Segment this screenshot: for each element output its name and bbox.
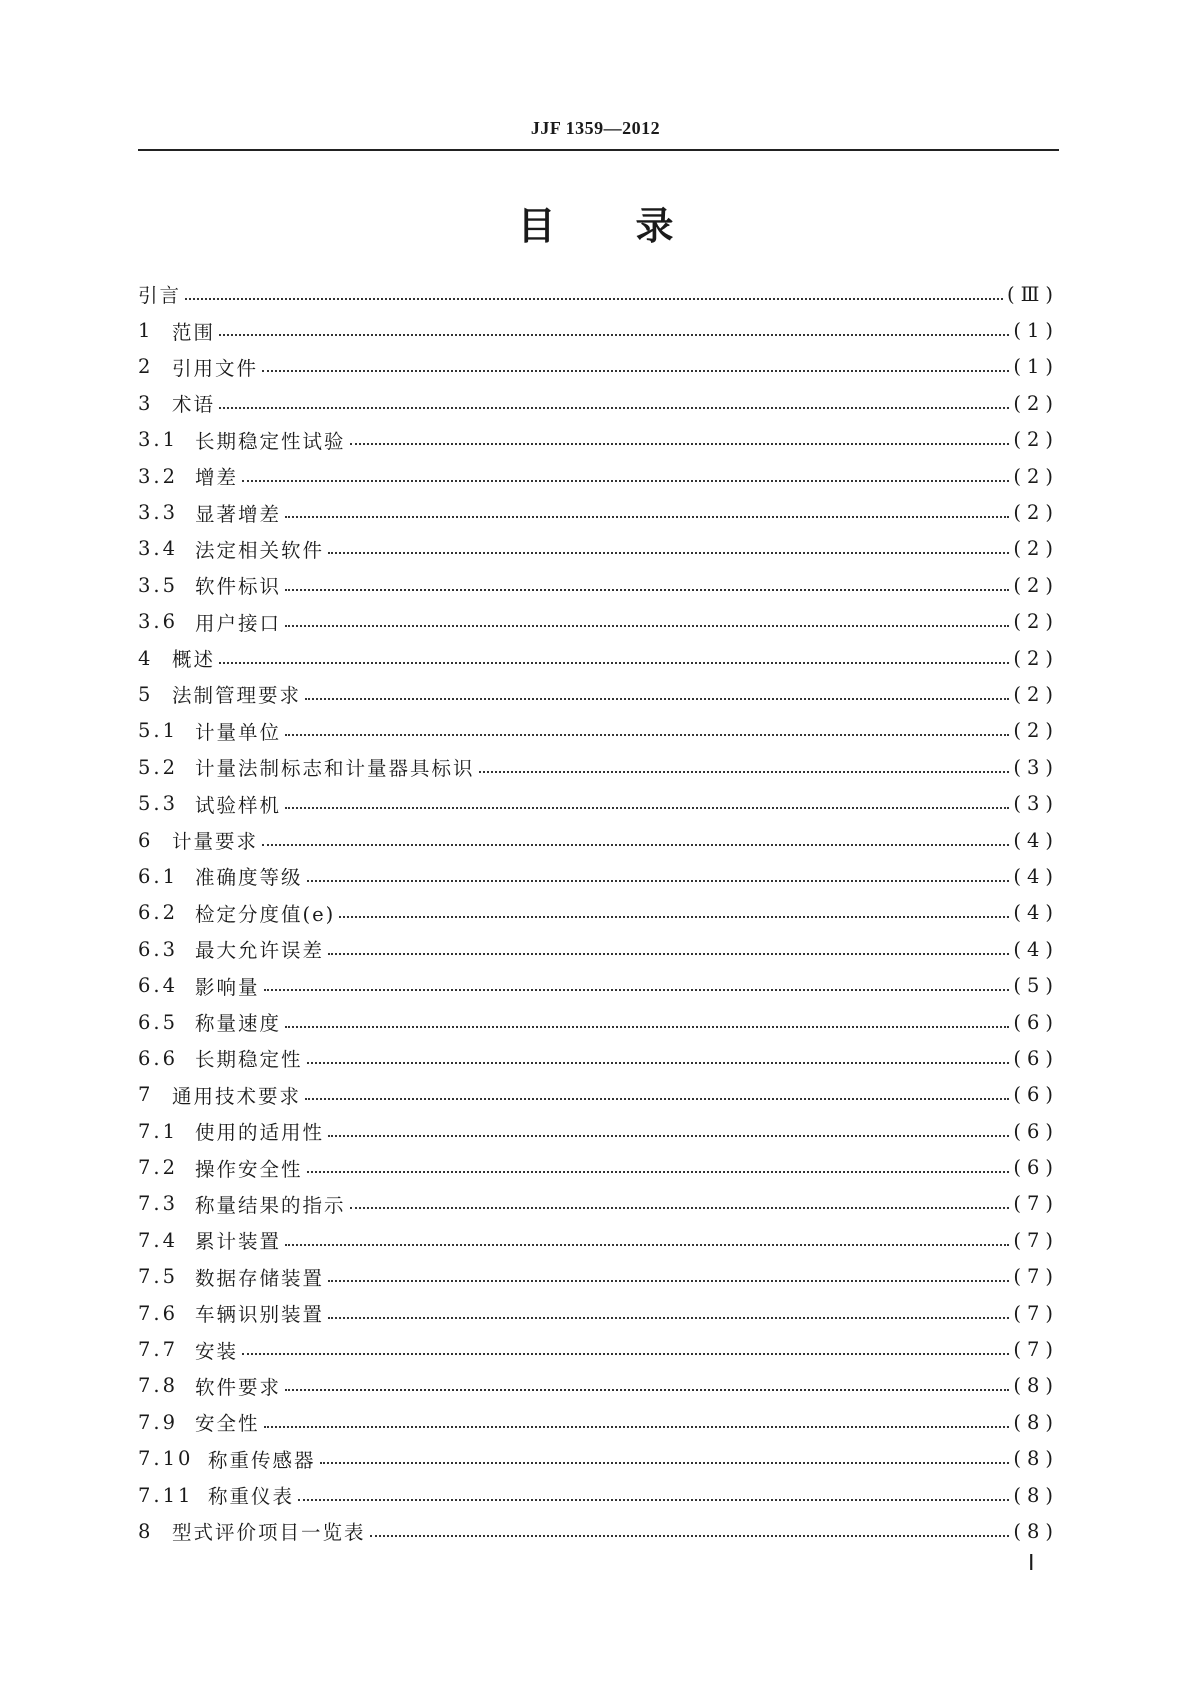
toc-entry-page: (2) [1013,719,1059,743]
toc-dot-leader [285,515,1009,518]
toc-entry-number: 7.3 [138,1192,179,1216]
toc-entry-title: 准确度等级 [195,866,303,890]
toc-entry-page: (8) [1013,1447,1059,1471]
toc-dot-leader [242,1352,1009,1355]
toc-entry-title: 软件要求 [195,1375,282,1399]
toc-entry-number: 7.8 [138,1374,179,1398]
toc-entry-title: 引言 [138,284,182,308]
toc-entry-page: (6) [1013,1156,1059,1180]
toc-entry-page: (6) [1013,1046,1059,1070]
toc-dot-leader [262,843,1009,846]
toc-entry-page: (5) [1013,974,1059,998]
toc-entry-number: 7 [138,1083,154,1107]
toc-entry-page: (7) [1013,1192,1059,1216]
toc-entry-number: 7.1 [138,1119,179,1143]
toc-dot-leader [479,770,1010,773]
toc-entry-page: (1) [1013,319,1059,343]
toc-entry[interactable] [138,349,1059,385]
toc-entry[interactable] [138,1259,1059,1295]
toc-entry-title: 法定相关软件 [195,538,325,562]
toc-entry-page: (6) [1013,1010,1059,1034]
toc-entry-page: (8) [1013,1374,1059,1398]
header-rule [138,149,1059,151]
toc-entry-title: 增差 [195,466,239,490]
toc-entry-number: 4 [138,646,154,670]
toc-entry-page: (2) [1013,501,1059,525]
toc-entry-title: 称量结果的指示 [195,1193,346,1217]
toc-entry-number: 7.7 [138,1338,179,1362]
toc-entry-title: 计量单位 [195,720,282,744]
toc-entry-page: (6) [1013,1119,1059,1143]
toc-entry[interactable] [138,713,1059,749]
toc-entry-number: 3.4 [138,537,179,561]
table-of-contents [138,276,1059,1550]
toc-entry-page: (4) [1013,828,1059,852]
toc-entry-number: 3.1 [138,428,179,452]
toc-entry-number: 7.5 [138,1265,179,1289]
toc-entry[interactable] [138,858,1059,894]
toc-entry-title: 范围 [172,320,216,344]
toc-entry-number: 3 [138,391,154,415]
toc-dot-leader [185,297,1003,300]
toc-entry-number: 6.2 [138,901,179,925]
toc-entry-page: (7) [1013,1301,1059,1325]
toc-dot-leader [242,479,1009,482]
document-code-header: JJF 1359—2012 [530,118,661,138]
toc-entry-page: (3) [1013,792,1059,816]
toc-entry-number: 6.3 [138,937,179,961]
toc-entry-title: 术语 [172,393,216,417]
toc-dot-leader [264,1425,1010,1428]
toc-entry[interactable] [138,931,1059,967]
toc-entry-page: (2) [1013,464,1059,488]
toc-entry[interactable] [138,676,1059,712]
toc-entry-number: 7.11 [138,1483,194,1507]
toc-entry-number: 6 [138,828,154,852]
toc-entry-page: (1) [1013,355,1059,379]
toc-entry-title: 长期稳定性 [195,1048,303,1072]
toc-entry[interactable] [138,967,1059,1003]
toc-entry-title: 数据存储装置 [195,1266,325,1290]
toc-entry-title: 称重仪表 [208,1485,295,1509]
toc-dot-leader [307,879,1010,882]
toc-entry-title: 显著增差 [195,502,282,526]
toc-entry-number: 6.4 [138,974,179,998]
toc-entry-number: 3.3 [138,501,179,525]
toc-dot-leader [285,1388,1009,1391]
toc-entry[interactable] [138,1513,1059,1549]
toc-entry-title: 通用技术要求 [172,1084,302,1108]
toc-entry-page: (2) [1013,646,1059,670]
toc-entry-page: (2) [1013,391,1059,415]
toc-dot-leader [264,988,1010,991]
toc-entry-title: 长期稳定性试验 [195,429,346,453]
toc-dot-leader [370,1534,1010,1537]
toc-entry-page: (2) [1013,573,1059,597]
toc-dot-leader [328,551,1009,554]
toc-entry-page: (7) [1013,1265,1059,1289]
toc-entry-title: 计量法制标志和计量器具标识 [195,757,475,781]
toc-entry-page: (2) [1013,537,1059,561]
toc-dot-leader [328,1316,1009,1319]
toc-entry[interactable] [138,567,1059,603]
toc-dot-leader [339,915,1009,918]
toc-entry[interactable] [138,276,1059,312]
toc-entry-page: (8) [1013,1519,1059,1543]
toc-entry[interactable] [138,822,1059,858]
toc-entry[interactable] [138,1113,1059,1149]
toc-entry[interactable] [138,458,1059,494]
toc-entry-page: (4) [1013,864,1059,888]
toc-dot-leader [328,952,1009,955]
toc-entry-title: 试验样机 [195,793,282,817]
toc-entry-title: 称量速度 [195,1012,282,1035]
toc-dot-leader [219,661,1009,664]
toc-entry-title: 操作安全性 [195,1157,303,1181]
toc-dot-leader [285,624,1009,627]
toc-dot-leader [328,1279,1009,1282]
toc-entry[interactable] [138,494,1059,530]
toc-entry-number: 5 [138,682,154,706]
toc-entry-title: 安装 [195,1339,239,1363]
toc-entry[interactable] [138,531,1059,567]
toc-entry-title: 车辆识别装置 [195,1303,325,1327]
toc-entry-title: 软件标识 [195,575,282,599]
toc-entry-number: 6.5 [138,1010,179,1034]
toc-entry-title: 累计装置 [195,1230,282,1254]
toc-entry-title: 称重传感器 [208,1448,316,1472]
toc-entry-number: 3.6 [138,610,179,634]
toc-entry-number: 7.4 [138,1228,179,1252]
page-title: 目录 [517,204,754,248]
toc-dot-leader [285,1025,1009,1028]
toc-entry[interactable] [138,604,1059,640]
toc-dot-leader [262,369,1009,372]
toc-entry-number: 6.6 [138,1046,179,1070]
toc-entry-page: (3) [1013,755,1059,779]
toc-entry[interactable] [138,1077,1059,1113]
toc-entry[interactable] [138,312,1059,348]
toc-entry-number: 8 [138,1519,154,1543]
toc-entry-number: 7.9 [138,1410,179,1434]
toc-entry-number: 1 [138,319,154,343]
toc-dot-leader [285,806,1009,809]
page-number: Ⅰ [1028,1550,1035,1575]
toc-entry-page: (4) [1013,901,1059,925]
toc-dot-leader [219,333,1009,336]
toc-dot-leader [285,733,1009,736]
toc-entry[interactable] [138,1368,1059,1404]
toc-dot-leader [305,697,1009,700]
toc-entry[interactable] [138,1186,1059,1222]
toc-entry[interactable] [138,422,1059,458]
toc-dot-leader [285,1243,1009,1246]
toc-entry-number: 2 [138,355,154,379]
toc-dot-leader [320,1461,1010,1464]
toc-entry-title: 法制管理要求 [172,684,302,708]
toc-dot-leader [350,442,1010,445]
toc-entry[interactable] [138,895,1059,931]
toc-entry-title: 检定分度值(e) [195,902,336,926]
toc-dot-leader [307,1061,1010,1064]
toc-entry-number: 3.5 [138,573,179,597]
toc-entry-page: (2) [1013,682,1059,706]
toc-entry[interactable] [138,1331,1059,1367]
toc-entry-page: (6) [1013,1083,1059,1107]
toc-entry-title: 影响量 [195,975,260,999]
toc-entry-number: 5.2 [138,755,179,779]
toc-entry-page: (2) [1013,428,1059,452]
toc-entry[interactable] [138,1404,1059,1440]
toc-entry-number: 7.6 [138,1301,179,1325]
toc-entry-page: (7) [1013,1228,1059,1252]
toc-dot-leader [298,1498,1009,1501]
toc-dot-leader [350,1206,1010,1209]
toc-entry-title: 型式评价项目一览表 [172,1521,366,1545]
toc-entry-number: 6.1 [138,864,179,888]
toc-entry[interactable] [138,640,1059,676]
toc-entry-title: 最大允许误差 [195,939,325,963]
toc-entry[interactable] [138,1222,1059,1258]
toc-entry-number: 5.1 [138,719,179,743]
toc-dot-leader [328,1134,1009,1137]
toc-entry-page: (4) [1013,937,1059,961]
toc-dot-leader [285,588,1009,591]
toc-entry[interactable] [138,1040,1059,1076]
toc-entry-title: 安全性 [195,1412,260,1436]
toc-entry[interactable] [138,785,1059,821]
toc-entry-page: (8) [1013,1483,1059,1507]
toc-dot-leader [307,1170,1010,1173]
toc-entry[interactable] [138,1295,1059,1331]
toc-entry[interactable] [138,1149,1059,1185]
toc-entry-number: 7.10 [138,1447,194,1471]
toc-entry[interactable] [138,1441,1059,1477]
toc-entry[interactable] [138,1477,1059,1513]
toc-entry-page: (2) [1013,610,1059,634]
toc-entry-number: 5.3 [138,792,179,816]
toc-entry-title: 使用的适用性 [195,1121,325,1145]
toc-dot-leader [305,1097,1009,1100]
toc-entry[interactable] [138,749,1059,785]
toc-entry-page: (7) [1013,1338,1059,1362]
toc-entry-page: (8) [1013,1410,1059,1434]
toc-entry-title: 用户接口 [195,611,282,635]
toc-entry-title: 引用文件 [172,356,259,380]
toc-entry[interactable] [138,385,1059,421]
toc-entry-number: 7.2 [138,1156,179,1180]
toc-entry[interactable] [138,1004,1059,1040]
toc-entry-title: 概述 [172,648,216,672]
toc-entry-number: 3.2 [138,464,179,488]
toc-dot-leader [219,406,1009,409]
toc-entry-title: 计量要求 [172,830,259,854]
toc-entry-page: (Ⅲ) [1006,282,1059,306]
